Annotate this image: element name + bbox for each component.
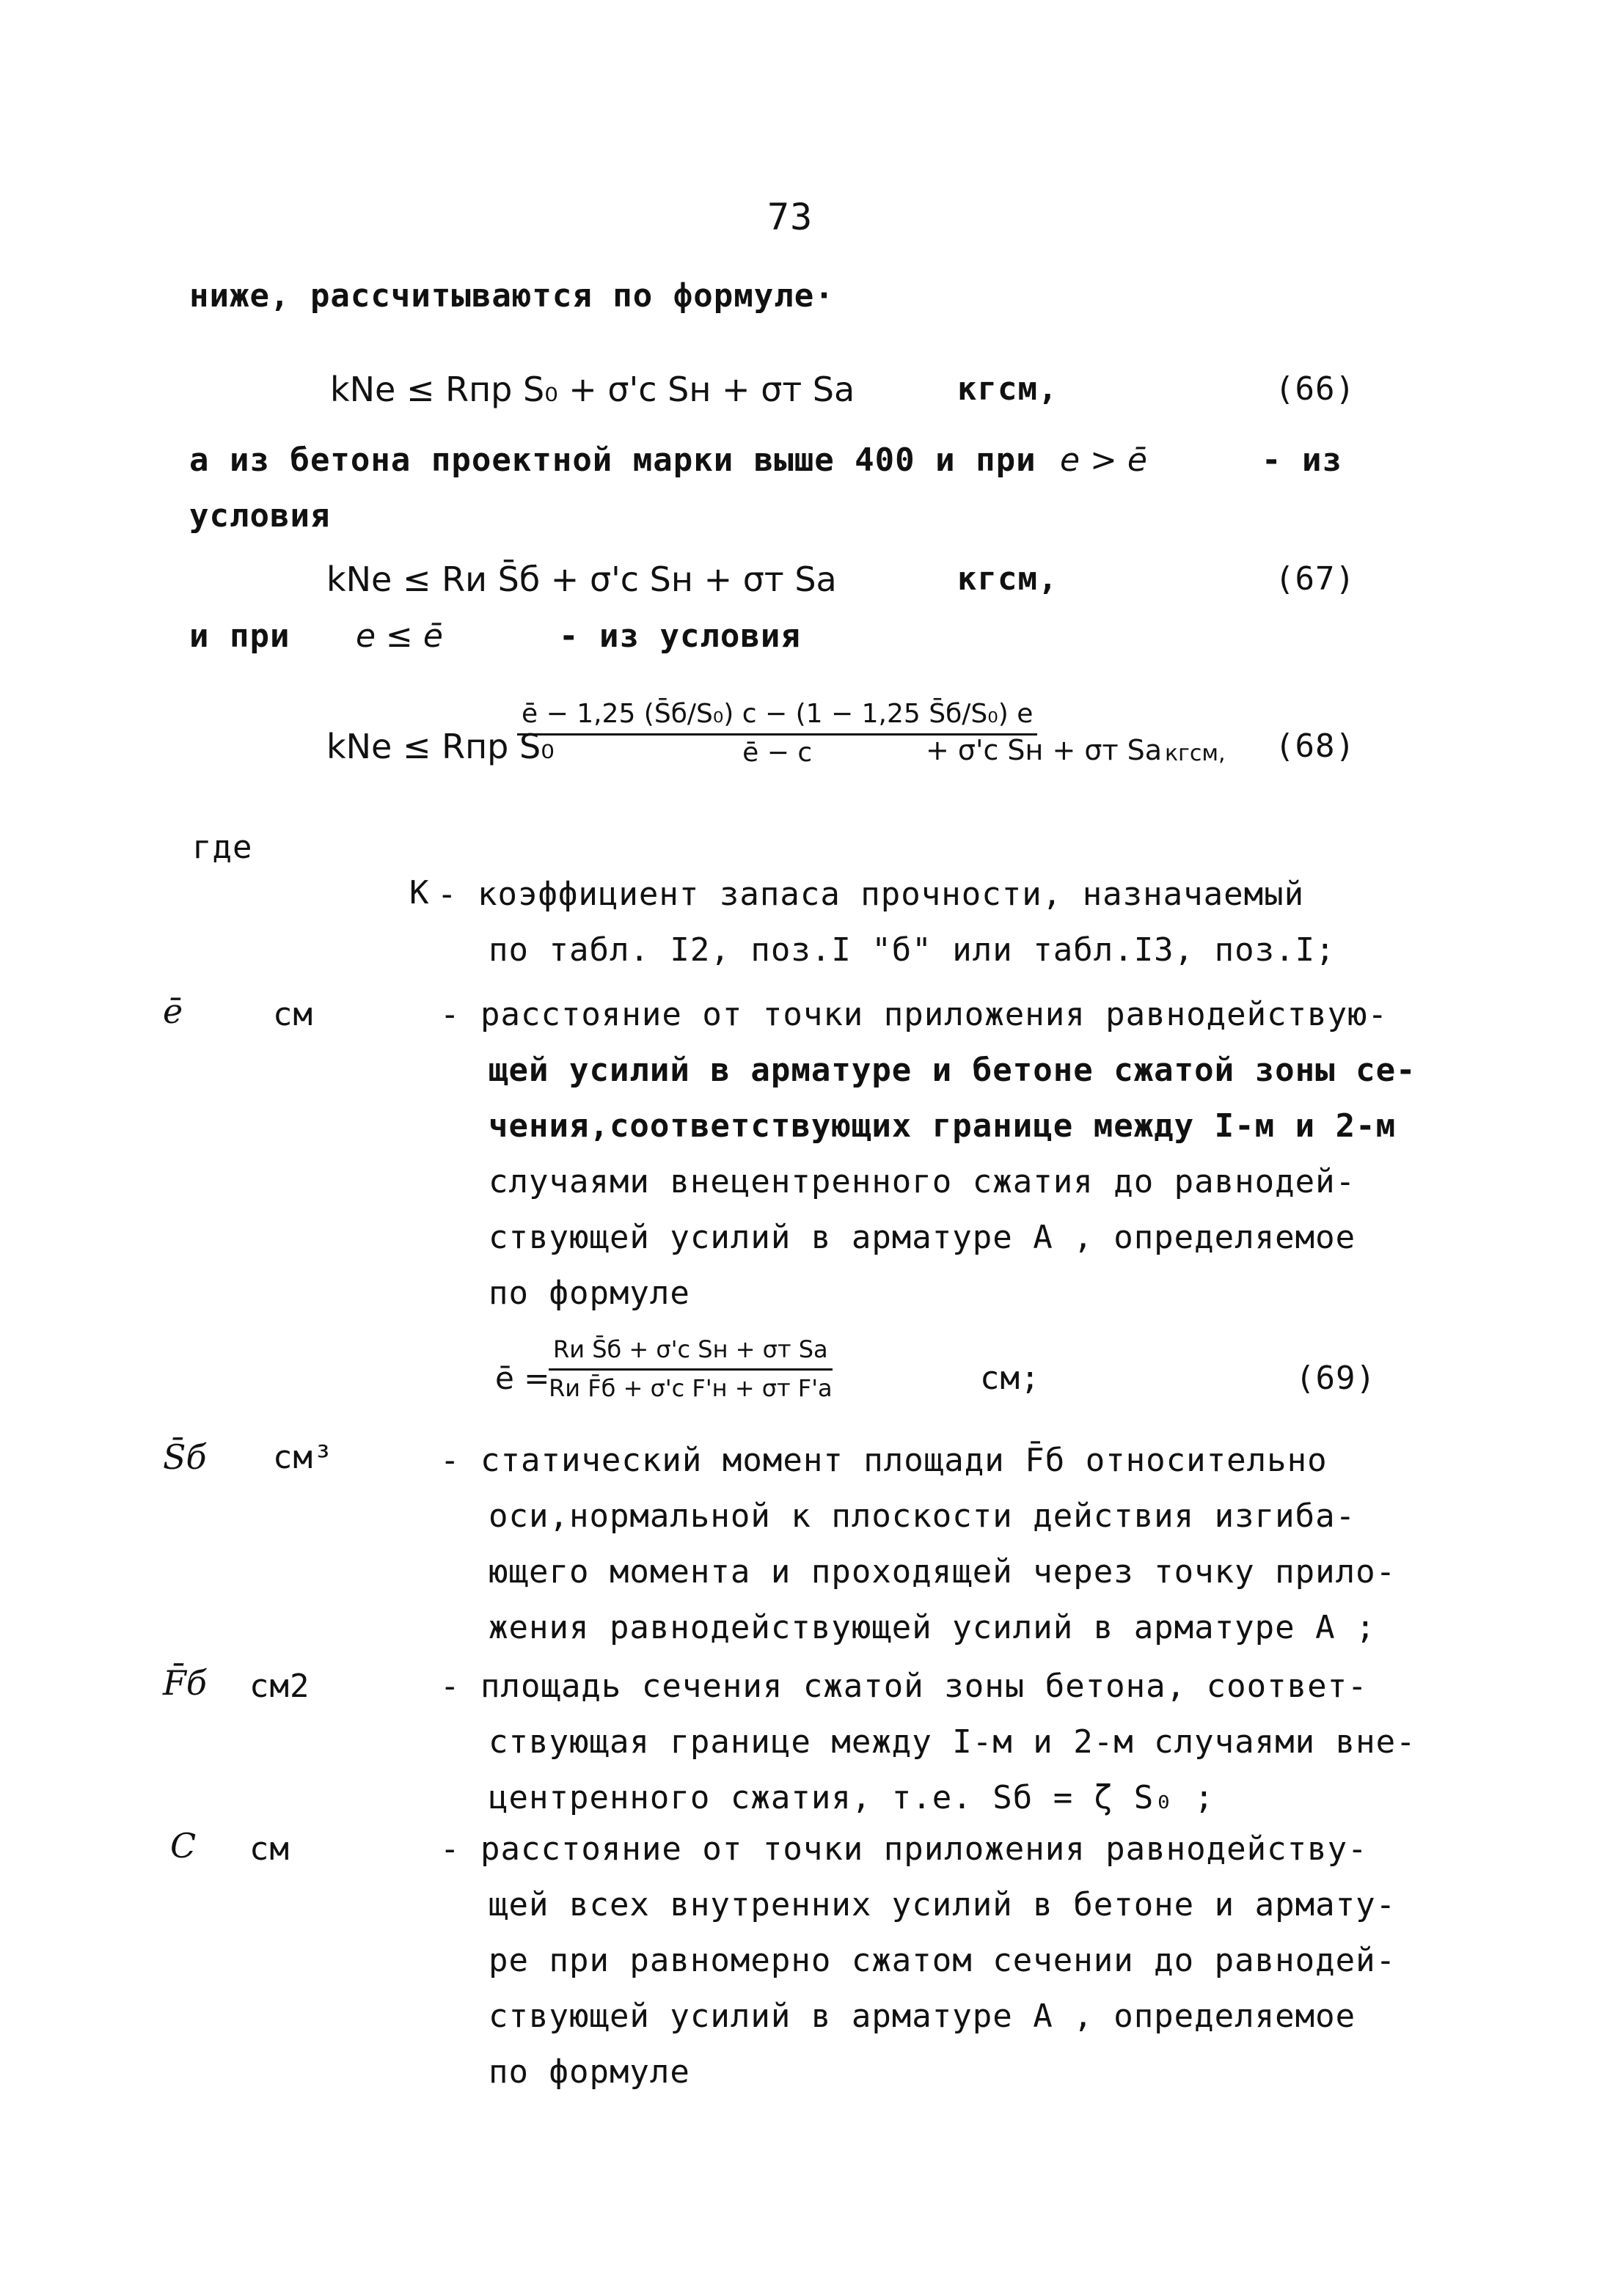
equation-68-number: (68): [1275, 727, 1356, 765]
condition-67-tail: - из условия: [559, 617, 801, 655]
definition-ebar-line-1: - расстояние от точки приложения равнодействую-: [440, 996, 1389, 1033]
equation-67-unit: кгсм,: [957, 560, 1058, 598]
equation-67-formula: kNe ≤ Rи S̄б + σ'с Sн + σт Sа: [326, 560, 837, 599]
condition-67-prefix: и при: [189, 617, 290, 655]
condition-66-text: а из бетона проектной марки выше 400 и при: [189, 441, 1036, 479]
definition-sbar-unit: см³: [273, 1439, 334, 1476]
equation-66-unit: кгсм,: [957, 370, 1058, 408]
definition-ebar-line-2: щей усилий в арматуре и бетоне сжатой зоны се-: [489, 1052, 1416, 1089]
definition-fbar-line-3: центренного сжатия, т.е. Sб = ζ S₀ ;: [489, 1779, 1215, 1816]
equation-69-numerator: Rи S̄б + σ'с Sн + σт Sа: [549, 1333, 833, 1371]
intro-line: ниже, рассчитываются по формуле·: [189, 277, 835, 315]
equation-69-fraction: [549, 1333, 833, 1406]
equation-68-denominator: ē − c: [742, 738, 813, 768]
definition-sbar-line-3: ющего момента и проходящей через точку прило-: [489, 1553, 1397, 1591]
definition-ebar-line-4: случаями внецентренного сжатия до равнодей-: [489, 1163, 1356, 1200]
definition-sbar-line-4: жения равнодействующей усилий в арматуре А ;: [489, 1609, 1376, 1646]
equation-68-lhs: kNe ≤ Rпр S₀: [326, 727, 555, 766]
definition-ebar-symbol: ē: [163, 991, 183, 1031]
condition-66-tail: - из: [1262, 441, 1342, 479]
equation-66-number: (66): [1275, 370, 1356, 408]
definition-c-line-3: ре при равномерно сжатом сечении до равнодей-: [489, 1942, 1397, 1979]
definition-c-line-1: - расстояние от точки приложения равнодейству-: [440, 1830, 1368, 1868]
definition-ebar-line-6: по формуле: [489, 1274, 690, 1312]
equation-69-denominator: Rи F̄б + σ'с F'н + σт F'а: [549, 1374, 833, 1402]
definition-ebar-line-5: ствующей усилий в арматуре А , определяемое: [489, 1219, 1356, 1256]
equation-68-rhs: + σ'с Sн + σт Sа: [926, 734, 1163, 766]
equation-69-unit: см;: [980, 1360, 1041, 1397]
definition-fbar-symbol: F̄б: [163, 1663, 207, 1703]
definition-k-symbol: К: [409, 874, 429, 912]
definition-ebar-line-3: чения,соответствующих границе между I-м и 2-м: [489, 1107, 1397, 1145]
definition-c-unit: см: [249, 1830, 290, 1868]
where-label: где: [192, 829, 253, 866]
definition-ebar-unit: см: [273, 996, 313, 1033]
equation-69-lhs: ē =: [495, 1360, 550, 1396]
definition-k-line-2: по табл. I2, поз.I "б" или табл.I3, поз.I;: [489, 931, 1336, 969]
equation-68-numerator: ē − 1,25 (S̄б/S₀) c − (1 − 1,25 S̄б/S₀) e: [517, 698, 1037, 736]
condition-66-inequality: e > ē: [1060, 441, 1147, 479]
condition-67-inequality: e ≤ ē: [356, 617, 443, 655]
equation-66-formula: kNe ≤ Rпр S₀ + σ'с Sн + σт Sа: [330, 370, 855, 409]
definition-fbar-line-2: ствующая границе между I-м и 2-м случаями вне-: [489, 1723, 1416, 1761]
page-number: 73: [767, 196, 813, 238]
definition-c-line-4: ствующей усилий в арматуре А , определяемое: [489, 1998, 1356, 2035]
definition-sbar-line-1: - статический момент площади F̄б относительно: [440, 1442, 1328, 1479]
definition-fbar-unit: см2: [249, 1668, 310, 1705]
equation-68-unit: кгсм,: [1165, 741, 1226, 766]
definition-fbar-line-1: - площадь сечения сжатой зоны бетона, соответ-: [440, 1668, 1368, 1705]
definition-c-symbol: С: [170, 1826, 197, 1866]
equation-67-number: (67): [1275, 560, 1356, 598]
definition-c-line-5: по формуле: [489, 2053, 690, 2091]
definition-c-line-2: щей всех внутренних усилий в бетоне и армату-: [489, 1886, 1397, 1923]
definition-sbar-symbol: S̄б: [163, 1437, 207, 1477]
equation-69-number: (69): [1295, 1360, 1376, 1397]
condition-66-continuation: условия: [189, 497, 331, 535]
definition-k-line-1: - коэффициент запаса прочности, назначаемый: [437, 876, 1305, 913]
definition-sbar-line-2: оси,нормальной к плоскости действия изгиба-: [489, 1497, 1356, 1535]
